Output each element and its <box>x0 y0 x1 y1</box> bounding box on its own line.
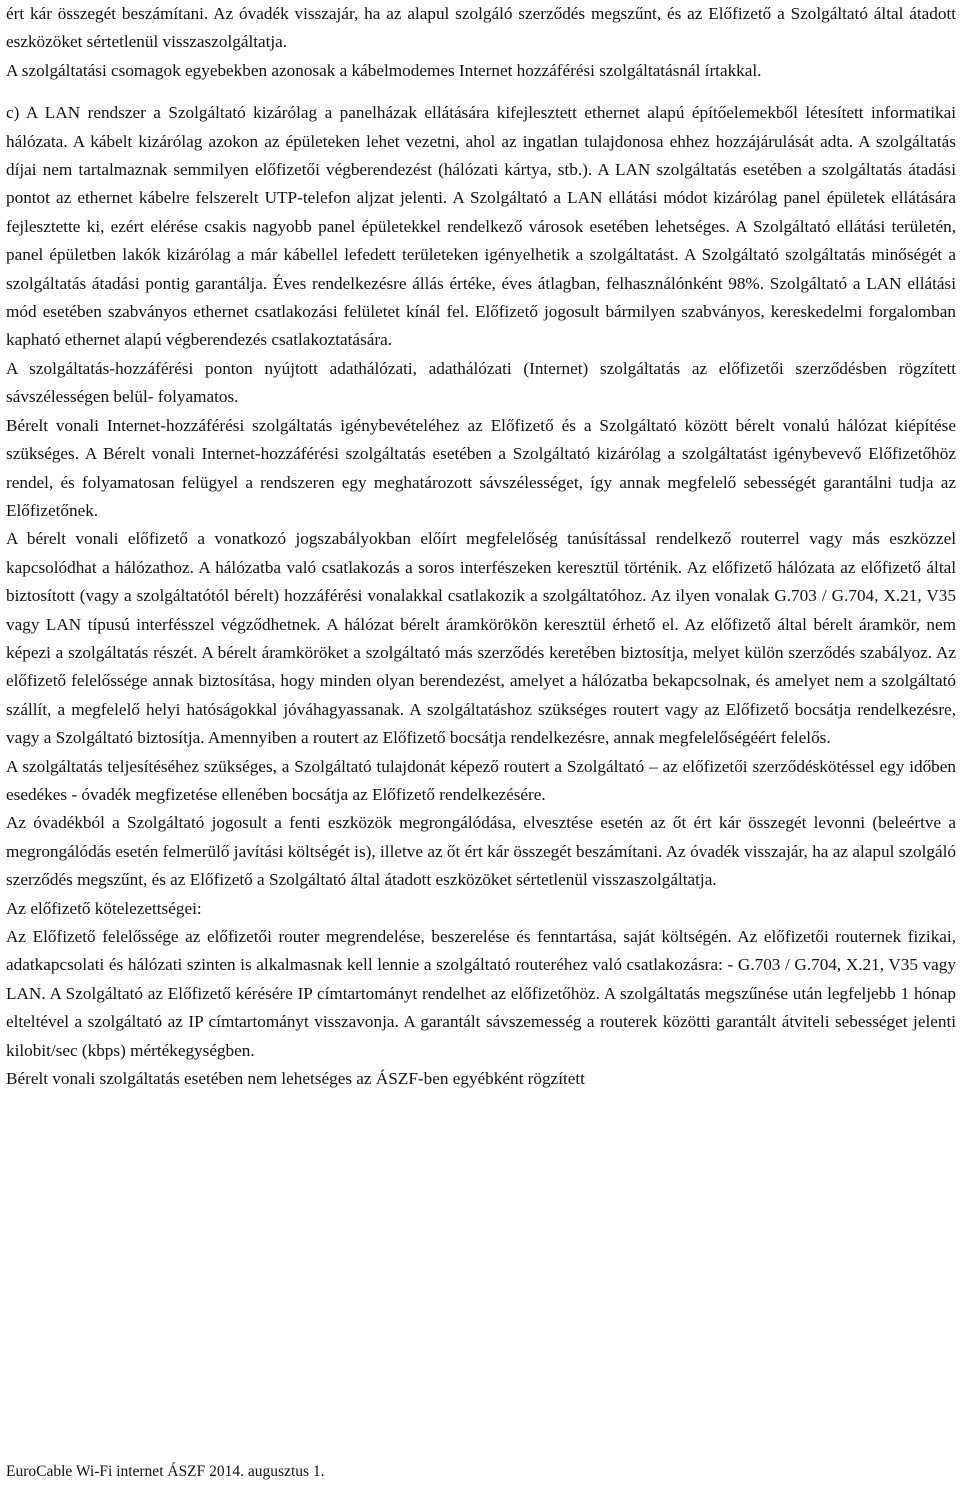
page-footer: EuroCable Wi-Fi internet ÁSZF 2014. augusztus 1. <box>6 1463 325 1480</box>
paragraph-router-deposit: A szolgáltatás teljesítéséhez szükséges, a Szolgáltató tulajdonát képező routert a Szolgáltató – az előfizetői szerződéskötéssel egy időben esedékes - óvadék megfizetése ellenében bocsátja az Előfizető rendelkezésére. <box>6 756 956 804</box>
paragraph-lan-system: c) A LAN rendszer a Szolgáltató kizárólag a panelházak ellátására kifejlesztett ethernet alapú építőelemekből létesített informatikai hálózata. A kábelt kizárólag azokon az épületeken lehet vezetni, ahol az ingatlan tulajdonosa ehhez hozzájárulását adta. A szolgáltatás díjai nem tartalmaznak semmilyen előfizetői végberendezést (hálózati kártya, stb.). A LAN szolgáltatás esetében a szolgáltatás átadási pontot az ethernet kábelre felszerelt UTP-telefon aljzat jelenti. A Szolgáltató a LAN ellátási módot kizárólag panel épületek ellátására fejlesztette ki, ezért elérése csakis nagyobb panel épületekkel rendelkező városok esetében lehetséges. A Szolgáltató ellátási területén, panel épületben lakók kizárólag a már kábellel lefedett területeken igényelhetik a szolgáltatást. A Szolgáltató szolgáltatás minőségét a szolgáltatás átadási pontig garantálja. Éves rendelkezésre állás értéke, éves átlagban, felhasználónként 98%. Szolgáltató a LAN ellátási mód esetében szabványos ethernet csatlakozási felületet kínál fel. Előfizető jogosult bármilyen szabványos, kereskedelmi forgalomban kapható ethernet alapú végberendezés csatlakoztatására. <box>6 103 956 350</box>
paragraph-leased-line: Bérelt vonali Internet-hozzáférési szolgáltatás igénybevételéhez az Előfizető és a Szolgáltató között bérelt vonalú hálózat kiépítése szükséges. A Bérelt vonali Internet-hozzáférési szolgáltatás esetében a Szolgáltató kizárólag a szolgáltatást igénybevevő Előfizetőhöz rendel, és folyamatosan felügyel a rendszeren egy meghatározott sávszélességet, így annak megfelelő sebességét garantálni tudja az Előfizetőnek. <box>6 415 956 520</box>
paragraph-access-point: A szolgáltatás-hozzáférési ponton nyújtott adathálózati, adathálózati (Internet) szolgáltatás az előfizetői szerződésben rögzített sávszélességen belül- folyamatos. <box>6 358 956 407</box>
paragraph-subscriber-obligations: Az Előfizető felelőssége az előfizetői router megrendelése, beszerelése és fenntartása, saját költségén. Az előfizetői routernek fizikai, adatkapcsolati és hálózati szinten is alkalmasnak kell lennie a szolgáltató routeréhez való csatlakozásra: - G.703 / G.704, X.21, V35 vagy LAN. A Szolgáltató az Előfizető kérésére IP címtartományt rendelhet az előfizetőhöz. A szolgáltatás megszűnése után legfeljebb 1 hónap elteltével a szolgáltató az IP címtartományt visszavonja. A garantált sávszemesség a routerek közötti garantált átviteli sebességet jelenti kilobit/sec (kbps) mértékegységben. <box>6 927 956 1060</box>
paragraph-deposit-use: Az óvadékból a Szolgáltató jogosult a fenti eszközök megrongálódása, elvesztése esetén az őt ért kár összegét levonni (beleértve a megrongálódás esetén felmerülő javítási költségét is), illetve az őt ért kár összegét beszámítani. Az óvadék visszajár, ha az alapul szolgáló szerződés megszűnt, és az Előfizető a Szolgáltató által átadott eszközöket sértetlenül visszaszolgáltatja. <box>6 813 956 890</box>
section-heading-obligations: Az előfizető kötelezettségei: <box>6 898 202 918</box>
paragraph-leased-subscriber: A bérelt vonali előfizető a vonatkozó jogszabályokban előírt megfelelőség tanúsítással rendelkező routerrel vagy más eszközzel kapcsolódhat a hálózathoz. A hálózatba való csatlakozás a soros interfészeken keresztül történik. Az előfizető hálózata az előfizető által biztosított (vagy a szolgáltatótól bérelt) hozzáférési vonalakkal csatlakozik a szolgáltatóhoz. Az ilyen vonalak G.703 / G.704, X.21, V35 vagy LAN típusú interfésszel végződhetnek. A hálózat bérelt áramkörökön keresztül érhető el. Az előfizető által bérelt áramkör, nem képezi a szolgáltatás részét. A bérelt áramköröket a szolgáltató más szerződés keretében biztosítja, melyet külön szerződés szabályoz. Az előfizető felelőssége annak biztosítása, hogy minden olyan berendezést, amelyet a hálózatba bekapcsolnak, és amelyet nem a szolgáltató szállít, a megfelelő helyi hatóságokkal jóváhagyassanak. A szolgáltatáshoz szükséges routert vagy az Előfizető bocsátja rendelkezésre, vagy a Szolgáltató biztosítja. Amennyiben a routert az Előfizető bocsátja rendelkezésre, annak megfelelőségéért felelős. <box>6 529 956 748</box>
paragraph-gap <box>6 85 956 99</box>
paragraph-deposit-return: ért kár összegét beszámítani. Az óvadék visszajár, ha az alapul szolgáló szerződés megszűnt, és az Előfizető a Szolgáltató által átadott eszközöket sértetlenül visszaszolgáltatja. <box>6 4 956 52</box>
paragraph-leased-continued: Bérelt vonali szolgáltatás esetében nem lehetséges az ÁSZF-ben egyébként rögzített <box>6 1069 585 1089</box>
paragraph-packages-same: A szolgáltatási csomagok egyebekben azonosak a kábelmodemes Internet hozzáférési szolgáltatásnál írtakkal. <box>6 60 762 80</box>
document-body <box>6 0 956 1093</box>
